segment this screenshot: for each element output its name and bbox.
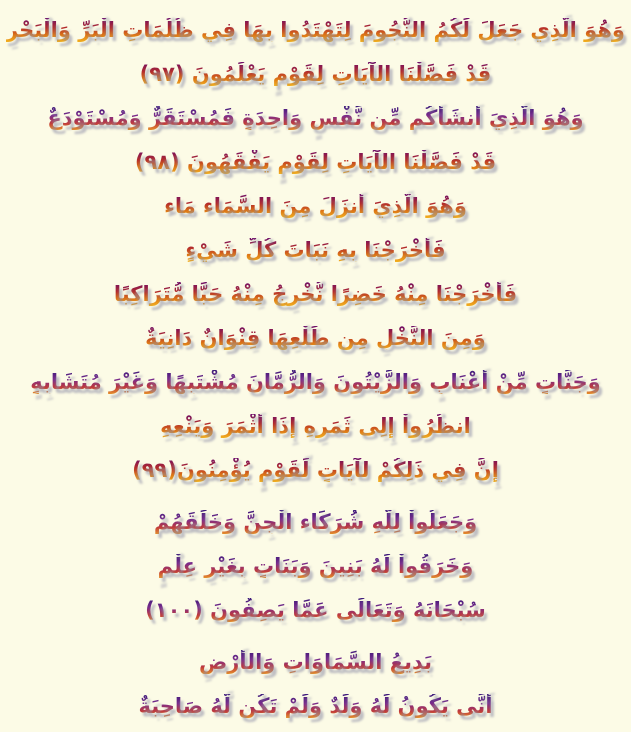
verse-line xyxy=(0,316,631,360)
verse-line-text: وَجَعَلُواْ لِلّهِ شُرَكَاء الْجِنَّ وَخَلَقَهُمْ xyxy=(153,510,478,534)
verse-line xyxy=(0,140,631,184)
verse-line-text: أَنَّى يَكُونُ لَهُ وَلَدٌ وَلَمْ تَكُن لَّهُ صَاحِبَةٌ xyxy=(138,694,493,718)
verse-line-text: وَمِنَ النَّخْلِ مِن طَلْعِهَا قِنْوَانٌ دَانِيَةٌ xyxy=(145,326,486,350)
verse-line xyxy=(0,52,631,96)
verse-line xyxy=(0,404,631,448)
verse-group-97-99 xyxy=(0,8,631,492)
verse-line-text: وَهُوَ الَّذِي جَعَلَ لَكُمُ النُّجُومَ لِتَهْتَدُوا بِهَا فِي ظُلُمَاتِ الْبَرِّ وَالْبَحْرِ xyxy=(6,18,625,42)
verse-line xyxy=(0,8,631,52)
verse-line xyxy=(0,228,631,272)
verse-line-text: وَخَرَقُواْ لَهُ بَنِينَ وَبَنَاتٍ بِغَيْرِ عِلْمٍ xyxy=(157,554,474,578)
verse-line xyxy=(0,96,631,140)
verse-line xyxy=(0,588,631,632)
verse-line-text: وَهُوَ الَّذِيَ أَنشَأَكُم مِّن نَّفْسٍ وَاحِدَةٍ فَمُسْتَقَرٌّ وَمُسْتَوْدَعٌ xyxy=(47,106,584,130)
verse-line xyxy=(0,640,631,684)
verse-line-text: انظُرُواْ إِلِى ثَمَرِهِ إِذَا أَثْمَرَ وَيَنْعِهِ xyxy=(160,414,471,438)
verse-line-text: فَأَخْرَجْنَا مِنْهُ خَضِرًا نُّخْرِجُ مِنْهُ حَبًّا مُّتَرَاكِبًا xyxy=(113,282,518,306)
verse-line xyxy=(0,360,631,404)
verse-line-text: وَهُوَ الَّذِيَ أَنزَلَ مِنَ السَّمَاء مَاء xyxy=(164,194,467,218)
verse-line xyxy=(0,544,631,588)
verse-line-text: إِنَّ فِي ذَلِكُمْ لآيَاتٍ لِّقَوْمٍ يُؤْمِنُونَ(٩٩) xyxy=(132,458,499,482)
verse-group-100 xyxy=(0,500,631,632)
verse-line xyxy=(0,184,631,228)
verse-group-101 xyxy=(0,640,631,728)
verse-line-text: بَدِيعُ السَّمَاوَاتِ وَالأَرْضِ xyxy=(199,650,432,674)
verse-line xyxy=(0,500,631,544)
verse-line xyxy=(0,448,631,492)
verse-line xyxy=(0,684,631,728)
verse-line-text: قَدْ فَصَّلْنَا الآيَاتِ لِقَوْمٍ يَعْلَمُونَ (٩٧) xyxy=(139,62,492,86)
verse-line-text: قَدْ فَصَّلْنَا الآيَاتِ لِقَوْمٍ يَفْقَهُونَ (٩٨) xyxy=(134,150,497,174)
verse-line-text: وَجَنَّاتٍ مِّنْ أَعْنَابٍ وَالزَّيْتُونَ وَالرُّمَّانَ مُشْتَبِهًا وَغَيْرَ مُتَشَابِهٍ xyxy=(30,370,601,394)
verse-line-text: فَأَخْرَجْنَا بِهِ نَبَاتَ كُلِّ شَيْءٍ xyxy=(185,238,446,262)
verse-line xyxy=(0,272,631,316)
verse-line-text: سُبْحَانَهُ وَتَعَالَى عَمَّا يَصِفُونَ (١٠٠) xyxy=(145,598,486,622)
